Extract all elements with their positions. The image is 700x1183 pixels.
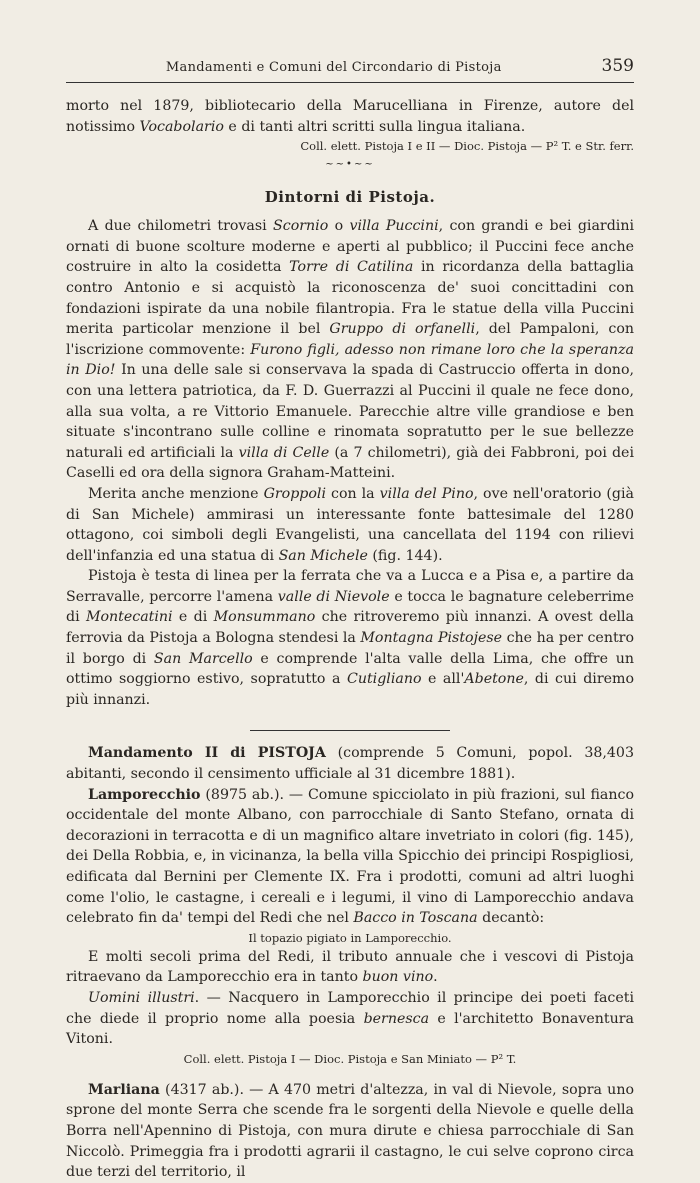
text-run: che ha per centro il borgo di	[66, 630, 634, 667]
mandamento-paragraph: Mandamento II di PISTOJA (comprende 5 Comuni, popol. 38,403 abitanti, secondo il censimento ufficiale al 31 dicembre 1881).	[66, 745, 634, 783]
text-run: (8975 ab.). — Comune spicciolato in più frazioni, sul fianco occidentale del monte Albano, con parrocchiale di Santo Stefano, ornata di decorazioni in terracotta e di un magnifico altare invetriato in colori (fig. 145), dei Della Robbia, e, in vicinanza, la bella villa Spicchio dei principi Rospigliosi, edificata dal Bernini per Clemente IX. Fra i prodotti, comuni ad altri luoghi come l'olio, le castagne, i cereali e i legumi, il vino di Lamporecchio andava celebrato fin da' tempi del Redi che nel	[66, 786, 634, 927]
italic-text: Cutigliano	[346, 671, 422, 688]
italic-text: villa Puccini	[349, 218, 439, 235]
page-number: 359	[601, 56, 634, 76]
ornament-divider: ~~•~~	[325, 159, 375, 171]
text-run: In una delle sale si conservava la spada di Castruccio offerta in dono, con una lettera patriotica, da F. D. Guerrazzi al Puccini il quale ne fece dono, alla sua volta, a re Vittorio Emanuele. Parecchie altre ville grandiose e ben situate s'incontrano sulle colline e rinomata sopratutto per le sue bellezze naturali ed artificiali la	[66, 362, 634, 461]
text-run: in ricordanza della battaglia contro Antonio e si acquistò la riconoscenza de' suoi concittadini con fondazioni ispirate da una nobile filantropia. Fra le statue della villa Puccini merita particolar menzione il bel	[66, 259, 634, 338]
italic-text: Furono figli, adesso non rimane loro che la speranza in Dio!	[66, 341, 634, 379]
italic-text: Montagna Pistojese	[360, 630, 503, 647]
lamporecchio-paragraph-3	[66, 988, 634, 1050]
intro-note: Coll. elett. Pistoja I e II — Dioc. Pistoja — P² T. e Str. ferr.	[300, 139, 634, 154]
text-run: decantò:	[477, 910, 545, 927]
dintorni-paragraph-2	[66, 484, 634, 566]
text-run: Merita anche menzione	[88, 485, 264, 502]
text-run: che ritroveremo più innanzi. A ovest della ferrovia da Pistoja a Bologna stendesi la	[66, 609, 634, 647]
lamporecchio-note: Coll. elett. Pistoja I — Dioc. Pistoja e San Miniato — P² T.	[183, 1051, 517, 1066]
dintorni-paragraph-3	[66, 566, 634, 710]
marliana-paragraph: Marliana (4317 ab.). — A 470 metri d'altezza, in val di Nievole, sopra uno sprone del monte Serra che scende fra le sorgenti della Nievole e quelle della Borra nell'Apennino di Pistoja, con mura dirute e chiesa parrocchiale di San Niccolò. Primeggia fra i prodotti agrarii il castagno, le cui selve coprono circa due terzi del territorio, il	[66, 1081, 634, 1181]
text-run: , ove nell'oratorio (già di San Michele) ammirasi un interessante fonte battesimale del 1280 ottagono, coi simboli degli Evangelisti, una cancellata del 1194 con rilievi dell'infanzia ed una statua di	[66, 485, 634, 564]
text-run: Pistoja è testa di linea per la ferrata che va a Lucca e a Pisa e, a partire da Serravalle, percorre l'amena	[66, 568, 634, 605]
text-run: A due chilometri trovasi	[88, 218, 274, 235]
italic-text: Uomini illustri	[88, 989, 195, 1006]
italic-text: buon vino	[362, 969, 434, 986]
text-run: e comprende l'alta valle della Lima, che offre un ottimo soggiorno estivo, sopratutto a	[66, 650, 634, 688]
text-run: .	[433, 969, 438, 986]
text-run: , del Pampaloni, con l'iscrizione commovente:	[66, 321, 635, 358]
text-run: (a 7 chilometri), già dei Fabbroni, poi dei Caselli ed ora della signora Graham-Matteini.	[66, 444, 634, 482]
italic-text: Torre di Catilina	[289, 259, 414, 276]
page-content	[66, 96, 634, 1183]
italic-text: bernesca	[363, 1010, 430, 1027]
lamporecchio-paragraph-2	[66, 947, 634, 988]
text-run: o	[328, 218, 350, 235]
italic-text: Abetone	[464, 671, 524, 688]
text-run: E molti secoli prima del Redi, il tributo annuale che i vescovi di Pistoja ritraevano da Lamporecchio era in tanto	[66, 948, 634, 986]
text-run: e tocca le bagnature celeberrime di	[66, 588, 635, 626]
italic-text: Bacco in Toscana	[353, 910, 478, 927]
text-run: , con grandi e bei giardini ornati di buone scolture moderne e aperti al pubblico; il Puccini fece anche costruire in alto la cosidetta	[66, 218, 635, 276]
intro-paragraph: morto nel 1879, bibliotecario della Marucelliana in Firenze, autore del notissimo Vocabolario e di tanti altri scritti sulla lingua italiana.	[66, 98, 634, 135]
lamporecchio-quote: Il topazio pigiato in Lamporecchio.	[248, 930, 452, 945]
text-run: e all'	[421, 671, 465, 688]
italic-text: villa di Celle	[238, 444, 330, 461]
italic-text: Groppoli	[263, 485, 326, 502]
text-run: e di	[172, 609, 214, 626]
italic-text: Gruppo di orfanelli	[329, 321, 476, 338]
italic-text: Montecatini	[85, 609, 173, 626]
text-run: , di cui diremo più innanzi.	[66, 671, 634, 708]
italic-text: San Marcello	[153, 650, 253, 667]
text-run: (fig. 144).	[367, 547, 443, 564]
text-run: e l'architetto Bonaventura Vitoni.	[66, 1010, 634, 1048]
text-run: con la	[326, 485, 380, 502]
italic-text: Monsummano	[213, 609, 316, 626]
italic-text: Scornio	[273, 218, 329, 235]
dintorni-paragraph-1	[66, 216, 634, 484]
italic-text: villa del Pino	[379, 485, 474, 502]
italic-text: valle di Nievole	[277, 588, 390, 605]
lamporecchio-paragraph: Lamporecchio (8975 ab.). — Comune spicciolato in più frazioni, sul fianco occidentale del monte Albano, con parrocchiale di Santo Stefano, ornata di decorazioni in terracotta e di un magnifico altare invetriato in colori (fig. 145), dei Della Robbia, e, in vicinanza, la bella villa Spicchio dei principi Rospigliosi, edificata dal Bernini per Clemente IX. Fra i prodotti, comuni ad altri luoghi come l'olio, le castagne, i cereali e i legumi, il vino di Lamporecchio andava celebrato fin da' tempi del Redi che nel Bacco in Toscana decantò:	[66, 786, 634, 927]
header-title: Mandamenti e Comuni del Circondario di Pistoja	[165, 60, 502, 75]
italic-text: San Michele	[278, 547, 368, 564]
text-run: . — Nacquero in Lamporecchio il principe dei poeti faceti che diede il proprio nome alla poesia	[66, 989, 634, 1027]
running-header	[66, 56, 634, 83]
section-rule	[250, 730, 450, 731]
section-heading-dintorni: Dintorni di Pistoja.	[264, 188, 436, 207]
